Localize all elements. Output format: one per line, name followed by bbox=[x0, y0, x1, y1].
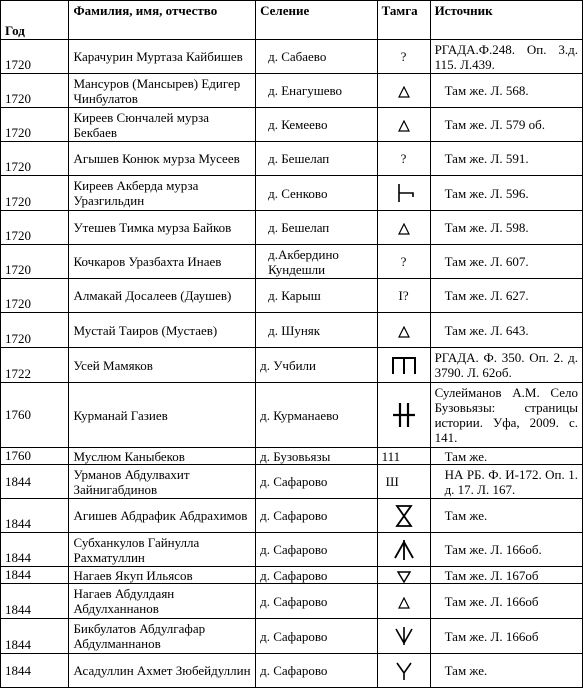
village-cell: д. Енагушево bbox=[256, 74, 377, 108]
name-cell: Асадуллин Ахмет Зюбейдуллин bbox=[69, 654, 256, 688]
header-source: Источник bbox=[430, 1, 582, 40]
table-row bbox=[1, 619, 583, 654]
source-cell: Там же. bbox=[430, 499, 582, 533]
table-row bbox=[1, 533, 583, 567]
name-cell: Агышев Конюк мурза Мусеев bbox=[69, 142, 256, 176]
source-cell: РГАДА.Ф.248. Оп. 3.д. 115. Л.439. bbox=[430, 40, 582, 74]
source-cell: Там же. Л. 598. bbox=[430, 211, 582, 245]
source-cell: Там же. Л. 166об bbox=[430, 584, 582, 619]
table-row bbox=[1, 448, 583, 465]
name-cell: Киреев Акберда мурза Уразгильдин bbox=[69, 176, 256, 211]
table-row bbox=[1, 74, 583, 108]
hourglass-tamga-icon bbox=[395, 504, 413, 528]
table-row bbox=[1, 348, 583, 383]
table-row bbox=[1, 211, 583, 245]
delta-tamga-icon bbox=[398, 597, 410, 609]
year-cell: 1720 bbox=[1, 279, 69, 313]
village-cell: д. Бешелап bbox=[256, 142, 377, 176]
village-cell: д.Акбердино Кундешли bbox=[256, 245, 377, 279]
village-cell: д. Кемеево bbox=[256, 108, 377, 142]
source-cell: Там же. Л. 166об. bbox=[430, 533, 582, 567]
header-year: Год bbox=[1, 1, 69, 40]
table-row bbox=[1, 313, 583, 348]
name-cell: Киреев Сюнчалей мурза Бекбаев bbox=[69, 108, 256, 142]
table-row bbox=[1, 584, 583, 619]
year-cell: 1844 bbox=[1, 499, 69, 533]
year-cell: 1720 bbox=[1, 142, 69, 176]
village-cell: д. Сафарово bbox=[256, 584, 377, 619]
year-cell: 1720 bbox=[1, 74, 69, 108]
year-cell: 1760 bbox=[1, 383, 69, 448]
source-cell: РГАДА. Ф. 350. Оп. 2. д. 3790. Л. 62об. bbox=[430, 348, 582, 383]
source-cell: Там же. Л. 579 об. bbox=[430, 108, 582, 142]
village-cell: д. Сафарово bbox=[256, 619, 377, 654]
source-cell: Там же. bbox=[430, 448, 582, 465]
tamga-cell: ? bbox=[377, 40, 430, 74]
year-cell: 1720 bbox=[1, 108, 69, 142]
name-cell: Нагаев Якуп Ильясов bbox=[69, 567, 256, 584]
delta-tamga-icon bbox=[398, 326, 410, 338]
double-cross-tamga-icon bbox=[391, 401, 417, 429]
village-cell: д. Бузовьязы bbox=[256, 448, 377, 465]
tamga-cell bbox=[377, 108, 430, 142]
delta-tamga-icon bbox=[398, 86, 410, 98]
header-tamga: Тамга bbox=[377, 1, 430, 40]
table-row bbox=[1, 142, 583, 176]
village-cell: д. Сафарово bbox=[256, 499, 377, 533]
name-cell: Кочкаров Уразбахта Инаев bbox=[69, 245, 256, 279]
name-cell: Урманов Абдулвахит Зайнигабдинов bbox=[69, 465, 256, 499]
year-cell: 1720 bbox=[1, 313, 69, 348]
year-cell: 1720 bbox=[1, 176, 69, 211]
year-cell: 1760 bbox=[1, 448, 69, 465]
name-cell: Курманай Газиев bbox=[69, 383, 256, 448]
tamga-cell: ? bbox=[377, 245, 430, 279]
header-village: Селение bbox=[256, 1, 377, 40]
fork-tamga-icon bbox=[395, 661, 413, 681]
table-row bbox=[1, 40, 583, 74]
year-cell: 1844 bbox=[1, 465, 69, 499]
source-cell: Там же. Л. 568. bbox=[430, 74, 582, 108]
table-row bbox=[1, 279, 583, 313]
year-cell: 1844 bbox=[1, 654, 69, 688]
tamga-cell bbox=[377, 584, 430, 619]
table-row bbox=[1, 654, 583, 688]
name-cell: Мустай Таиров (Мустаев) bbox=[69, 313, 256, 348]
delta-tamga-icon bbox=[398, 223, 410, 235]
year-cell: 1844 bbox=[1, 567, 69, 584]
source-cell: Там же. bbox=[430, 654, 582, 688]
tamga-cell: Ш bbox=[377, 465, 430, 499]
hook-tamga-icon bbox=[393, 182, 415, 204]
name-cell: Агишев Абдрафик Абдрахимов bbox=[69, 499, 256, 533]
name-cell: Субханкулов Гайнулла Рахматуллин bbox=[69, 533, 256, 567]
year-cell: 1720 bbox=[1, 211, 69, 245]
tamga-cell bbox=[377, 74, 430, 108]
name-cell: Нагаев Абдулдаян Абдулханнанов bbox=[69, 584, 256, 619]
tamga-cell bbox=[377, 313, 430, 348]
name-cell: Карачурин Муртаза Кайбишев bbox=[69, 40, 256, 74]
name-cell: Алмакай Досалеев (Даушев) bbox=[69, 279, 256, 313]
village-cell: д. Учбили bbox=[256, 348, 377, 383]
table-row bbox=[1, 108, 583, 142]
source-cell: Там же. Л. 166об bbox=[430, 619, 582, 654]
source-cell: Там же. Л. 591. bbox=[430, 142, 582, 176]
tamga-cell bbox=[377, 383, 430, 448]
tamga-cell bbox=[377, 567, 430, 584]
year-cell: 1720 bbox=[1, 245, 69, 279]
table-row bbox=[1, 567, 583, 584]
table-row bbox=[1, 383, 583, 448]
source-cell: Там же. Л. 596. bbox=[430, 176, 582, 211]
name-cell: Утешев Тимка мурза Байков bbox=[69, 211, 256, 245]
village-cell: д. Шуняк bbox=[256, 313, 377, 348]
village-cell: д. Сафарово bbox=[256, 567, 377, 584]
name-cell: Муслюм Каныбеков bbox=[69, 448, 256, 465]
year-cell: 1844 bbox=[1, 619, 69, 654]
tamga-cell bbox=[377, 348, 430, 383]
village-cell: д. Сафарово bbox=[256, 533, 377, 567]
tamga-cell bbox=[377, 533, 430, 567]
village-cell: д. Сабаево bbox=[256, 40, 377, 74]
header-name: Фамилия, имя, отчество bbox=[69, 1, 256, 40]
delta-tamga-icon bbox=[398, 120, 410, 132]
tamga-cell: I? bbox=[377, 279, 430, 313]
tamga-cell bbox=[377, 499, 430, 533]
comb-tamga-icon bbox=[391, 355, 417, 375]
year-cell: 1844 bbox=[1, 584, 69, 619]
source-cell: Сулейманов А.М. Село Бузовьязы: страницы истории. Уфа, 2009. с. 141. bbox=[430, 383, 582, 448]
source-cell: Там же. Л. 167об bbox=[430, 567, 582, 584]
tamga-cell bbox=[377, 176, 430, 211]
header-row bbox=[1, 1, 583, 40]
tamga-cell bbox=[377, 619, 430, 654]
name-cell: Мансуров (Мансырев) Едигер Чинбулатов bbox=[69, 74, 256, 108]
source-cell: НА РБ. Ф. И-172. Оп. 1. д. 17. Л. 167. bbox=[430, 465, 582, 499]
tamga-cell bbox=[377, 654, 430, 688]
table-row bbox=[1, 176, 583, 211]
year-cell: 1720 bbox=[1, 40, 69, 74]
tamga-cell: 111 bbox=[377, 448, 430, 465]
village-cell: д. Сафарово bbox=[256, 654, 377, 688]
table-row bbox=[1, 465, 583, 499]
tamga-cell: ? bbox=[377, 142, 430, 176]
name-cell: Усей Мамяков bbox=[69, 348, 256, 383]
village-cell: д. Сенково bbox=[256, 176, 377, 211]
source-cell: Там же. Л. 607. bbox=[430, 245, 582, 279]
year-cell: 1844 bbox=[1, 533, 69, 567]
village-cell: д. Карыш bbox=[256, 279, 377, 313]
down-triangle-tamga-icon bbox=[397, 571, 411, 583]
year-cell: 1722 bbox=[1, 348, 69, 383]
arrow-up-tamga-icon bbox=[393, 538, 415, 562]
tamga-cell bbox=[377, 211, 430, 245]
table-row bbox=[1, 499, 583, 533]
source-cell: Там же. Л. 627. bbox=[430, 279, 582, 313]
village-cell: д. Бешелап bbox=[256, 211, 377, 245]
source-cell: Там же. Л. 643. bbox=[430, 313, 582, 348]
name-cell: Бикбулатов Абдулгафар Абдулманнанов bbox=[69, 619, 256, 654]
table-row bbox=[1, 245, 583, 279]
village-cell: д. Сафарово bbox=[256, 465, 377, 499]
village-cell: д. Курманаево bbox=[256, 383, 377, 448]
arrow-down-tamga-icon bbox=[394, 625, 414, 647]
